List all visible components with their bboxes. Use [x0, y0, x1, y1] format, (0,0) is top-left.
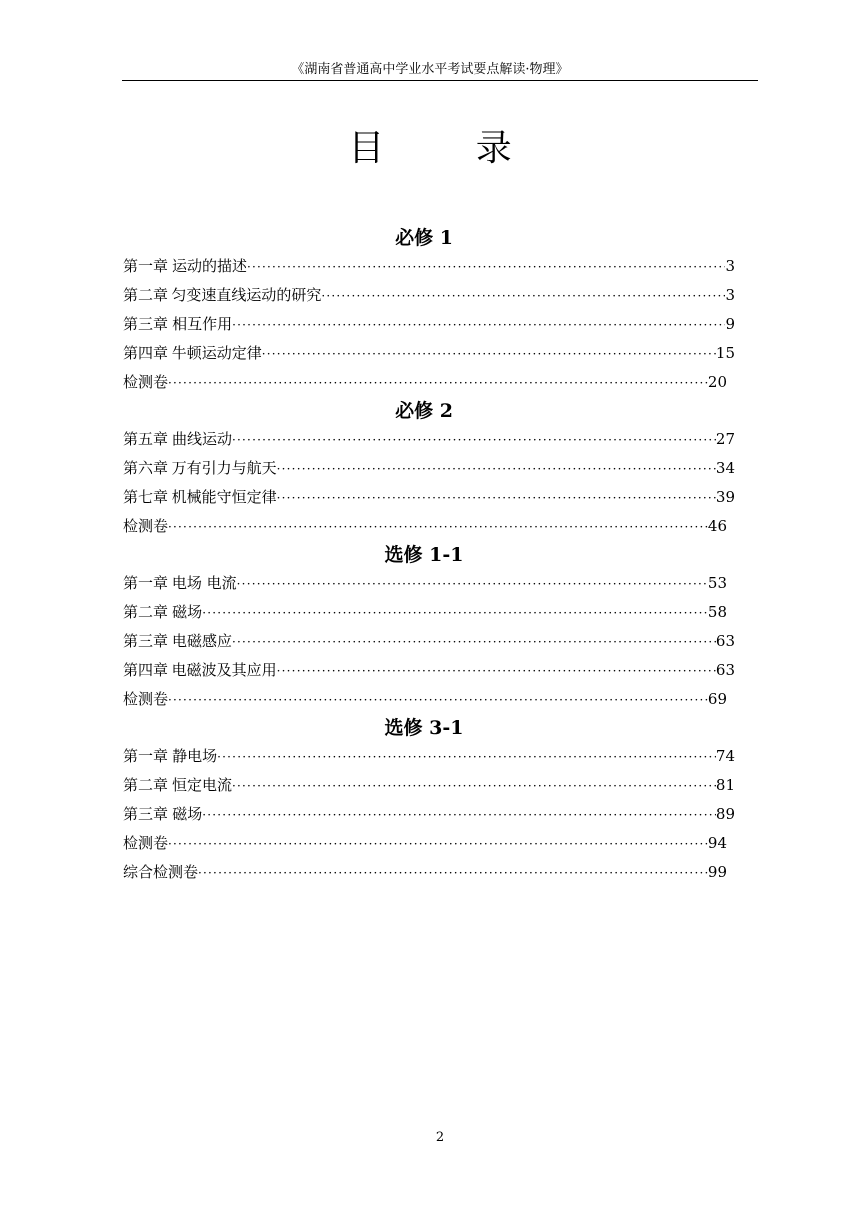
page-title: 目 录: [348, 128, 552, 169]
dot-leader: [202, 599, 708, 628]
toc-entry[interactable]: [123, 800, 735, 829]
dot-leader: [262, 340, 716, 369]
entry-page-number: 63: [715, 661, 735, 679]
dot-leader: [232, 426, 716, 455]
entry-page-number: 3: [725, 257, 735, 275]
toc-entry[interactable]: [123, 281, 735, 310]
toc-entry[interactable]: [123, 425, 735, 454]
dot-leader: [168, 830, 708, 859]
entry-page-number: 99: [707, 863, 727, 881]
section-heading: 必修 2: [395, 400, 453, 422]
entry-page-number: 46: [707, 517, 727, 535]
section-heading: 选修 1-1: [384, 544, 464, 566]
entry-page-number: 63: [715, 632, 735, 650]
page-number: 2: [435, 1130, 445, 1145]
dot-leader: [277, 484, 716, 513]
toc-entry[interactable]: [123, 829, 735, 858]
dot-leader: [198, 859, 708, 888]
dot-leader: [277, 657, 716, 686]
entry-title: 检测卷: [123, 517, 169, 535]
entry-page-number: 34: [715, 459, 735, 477]
dot-leader: [168, 513, 708, 542]
entry-page-number: 27: [715, 430, 735, 448]
entry-page-number: 81: [715, 776, 735, 794]
entry-title: 电磁波及其应用: [171, 661, 277, 679]
toc-entry[interactable]: [123, 742, 735, 771]
entry-title: 曲线运动: [172, 430, 233, 448]
entry-title: 检测卷: [123, 373, 169, 391]
entry-title: 牛顿运动定律: [171, 344, 262, 362]
entry-title: 运动的描述: [171, 257, 247, 275]
dot-leader: [232, 311, 725, 340]
toc-entry[interactable]: [123, 310, 735, 339]
chapter-number: 第四章: [123, 661, 169, 679]
entry-page-number: 39: [715, 488, 735, 506]
chapter-number: 第一章: [123, 574, 169, 592]
dot-leader: [277, 455, 716, 484]
toc-entry[interactable]: [123, 368, 735, 397]
entry-page-number: 69: [707, 690, 727, 708]
toc-entry[interactable]: [123, 483, 735, 512]
header-rule: [122, 80, 758, 81]
dot-leader: [168, 369, 708, 398]
entry-title: 万有引力与航天: [171, 459, 277, 477]
entry-title: 磁场: [172, 603, 203, 621]
entry-title: 检测卷: [123, 834, 169, 852]
chapter-number: 第四章: [123, 344, 169, 362]
dot-leader: [217, 743, 716, 772]
running-header: 《湖南省普通高中学业水平考试要点解读·物理》: [291, 62, 569, 77]
entry-title: 电场 电流: [171, 574, 237, 592]
entry-title: 静电场: [172, 747, 218, 765]
toc-entry[interactable]: [123, 858, 735, 887]
entry-page-number: 58: [707, 603, 727, 621]
chapter-number: 第二章: [123, 776, 169, 794]
chapter-number: 第三章: [123, 632, 169, 650]
entry-title: 综合检测卷: [123, 863, 199, 881]
dot-leader: [232, 628, 716, 657]
dot-leader: [168, 686, 708, 715]
entry-page-number: 74: [715, 747, 735, 765]
entry-page-number: 89: [715, 805, 735, 823]
toc-entry[interactable]: [123, 627, 735, 656]
chapter-number: 第三章: [123, 315, 169, 333]
entry-title: 机械能守恒定律: [171, 488, 277, 506]
toc-entry[interactable]: [123, 454, 735, 483]
chapter-number: 第六章: [123, 459, 169, 477]
section-heading: 必修 1: [395, 227, 453, 249]
entry-page-number: 9: [725, 315, 735, 333]
toc-entry[interactable]: [123, 252, 735, 281]
toc-entry[interactable]: [123, 569, 735, 598]
chapter-number: 第二章: [123, 603, 169, 621]
entry-title: 匀变速直线运动的研究: [171, 286, 322, 304]
entry-page-number: 15: [715, 344, 735, 362]
entry-page-number: 94: [707, 834, 727, 852]
dot-leader: [237, 570, 708, 599]
entry-page-number: 3: [725, 286, 735, 304]
dot-leader: [247, 253, 725, 282]
entry-title: 恒定电流: [172, 776, 233, 794]
entry-page-number: 53: [707, 574, 727, 592]
chapter-number: 第二章: [123, 286, 169, 304]
chapter-number: 第三章: [123, 805, 169, 823]
chapter-number: 第七章: [123, 488, 169, 506]
section-heading: 选修 3-1: [384, 717, 464, 739]
chapter-number: 第一章: [123, 747, 169, 765]
toc-entry[interactable]: [123, 512, 735, 541]
dot-leader: [232, 772, 716, 801]
toc-entry[interactable]: [123, 771, 735, 800]
toc-entry[interactable]: [123, 685, 735, 714]
entry-page-number: 20: [707, 373, 727, 391]
dot-leader: [321, 282, 725, 311]
chapter-number: 第一章: [123, 257, 169, 275]
toc-entry[interactable]: [123, 598, 735, 627]
entry-title: 相互作用: [172, 315, 233, 333]
entry-title: 电磁感应: [172, 632, 233, 650]
chapter-number: 第五章: [123, 430, 169, 448]
toc-entry[interactable]: [123, 656, 735, 685]
entry-title: 检测卷: [123, 690, 169, 708]
toc-entry[interactable]: [123, 339, 735, 368]
table-of-contents: [123, 224, 735, 887]
dot-leader: [202, 801, 716, 830]
entry-title: 磁场: [172, 805, 203, 823]
